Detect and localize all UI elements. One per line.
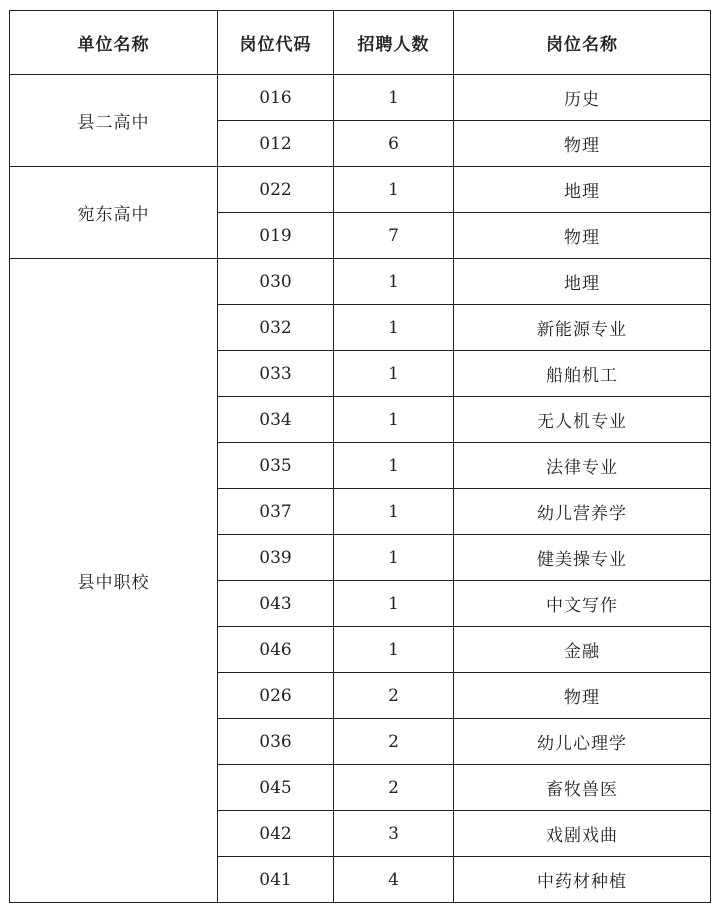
- count-cell: 2: [334, 765, 454, 811]
- position-cell: 船舶机工: [454, 351, 711, 397]
- header-position-code: 岗位代码: [218, 11, 334, 75]
- code-cell: 034: [218, 397, 334, 443]
- count-cell: 1: [334, 397, 454, 443]
- count-cell: 1: [334, 535, 454, 581]
- table-row: [10, 259, 711, 305]
- count-cell: 1: [334, 167, 454, 213]
- position-cell: 物理: [454, 673, 711, 719]
- header-row: [10, 11, 711, 75]
- table-header: [10, 11, 711, 75]
- position-cell: 中药材种植: [454, 857, 711, 903]
- code-cell: 032: [218, 305, 334, 351]
- position-cell: 物理: [454, 121, 711, 167]
- table-row: [10, 167, 711, 213]
- count-cell: 3: [334, 811, 454, 857]
- count-cell: 2: [334, 719, 454, 765]
- code-cell: 035: [218, 443, 334, 489]
- code-cell: 037: [218, 489, 334, 535]
- position-cell: 地理: [454, 259, 711, 305]
- position-cell: 戏剧戏曲: [454, 811, 711, 857]
- code-cell: 012: [218, 121, 334, 167]
- position-cell: 地理: [454, 167, 711, 213]
- count-cell: 4: [334, 857, 454, 903]
- code-cell: 016: [218, 75, 334, 121]
- header-recruit-count: 招聘人数: [334, 11, 454, 75]
- count-cell: 1: [334, 259, 454, 305]
- code-cell: 033: [218, 351, 334, 397]
- unit-cell: 县二高中: [10, 75, 218, 167]
- position-cell: 物理: [454, 213, 711, 259]
- count-cell: 2: [334, 673, 454, 719]
- count-cell: 1: [334, 443, 454, 489]
- header-position-name: 岗位名称: [454, 11, 711, 75]
- count-cell: 1: [334, 305, 454, 351]
- table-row: [10, 75, 711, 121]
- position-cell: 中文写作: [454, 581, 711, 627]
- count-cell: 1: [334, 351, 454, 397]
- position-cell: 无人机专业: [454, 397, 711, 443]
- code-cell: 030: [218, 259, 334, 305]
- code-cell: 022: [218, 167, 334, 213]
- position-cell: 金融: [454, 627, 711, 673]
- count-cell: 7: [334, 213, 454, 259]
- position-cell: 历史: [454, 75, 711, 121]
- unit-cell: 宛东高中: [10, 167, 218, 259]
- code-cell: 046: [218, 627, 334, 673]
- code-cell: 041: [218, 857, 334, 903]
- position-cell: 畜牧兽医: [454, 765, 711, 811]
- position-cell: 幼儿营养学: [454, 489, 711, 535]
- header-unit-name: 单位名称: [10, 11, 218, 75]
- code-cell: 039: [218, 535, 334, 581]
- count-cell: 1: [334, 75, 454, 121]
- code-cell: 045: [218, 765, 334, 811]
- count-cell: 6: [334, 121, 454, 167]
- position-cell: 健美操专业: [454, 535, 711, 581]
- count-cell: 1: [334, 489, 454, 535]
- count-cell: 1: [334, 581, 454, 627]
- code-cell: 019: [218, 213, 334, 259]
- unit-cell: 县中职校: [10, 259, 218, 903]
- recruitment-table: [9, 10, 711, 903]
- position-cell: 新能源专业: [454, 305, 711, 351]
- table-body: [10, 75, 711, 903]
- code-cell: 026: [218, 673, 334, 719]
- position-cell: 法律专业: [454, 443, 711, 489]
- code-cell: 042: [218, 811, 334, 857]
- code-cell: 036: [218, 719, 334, 765]
- position-cell: 幼儿心理学: [454, 719, 711, 765]
- count-cell: 1: [334, 627, 454, 673]
- code-cell: 043: [218, 581, 334, 627]
